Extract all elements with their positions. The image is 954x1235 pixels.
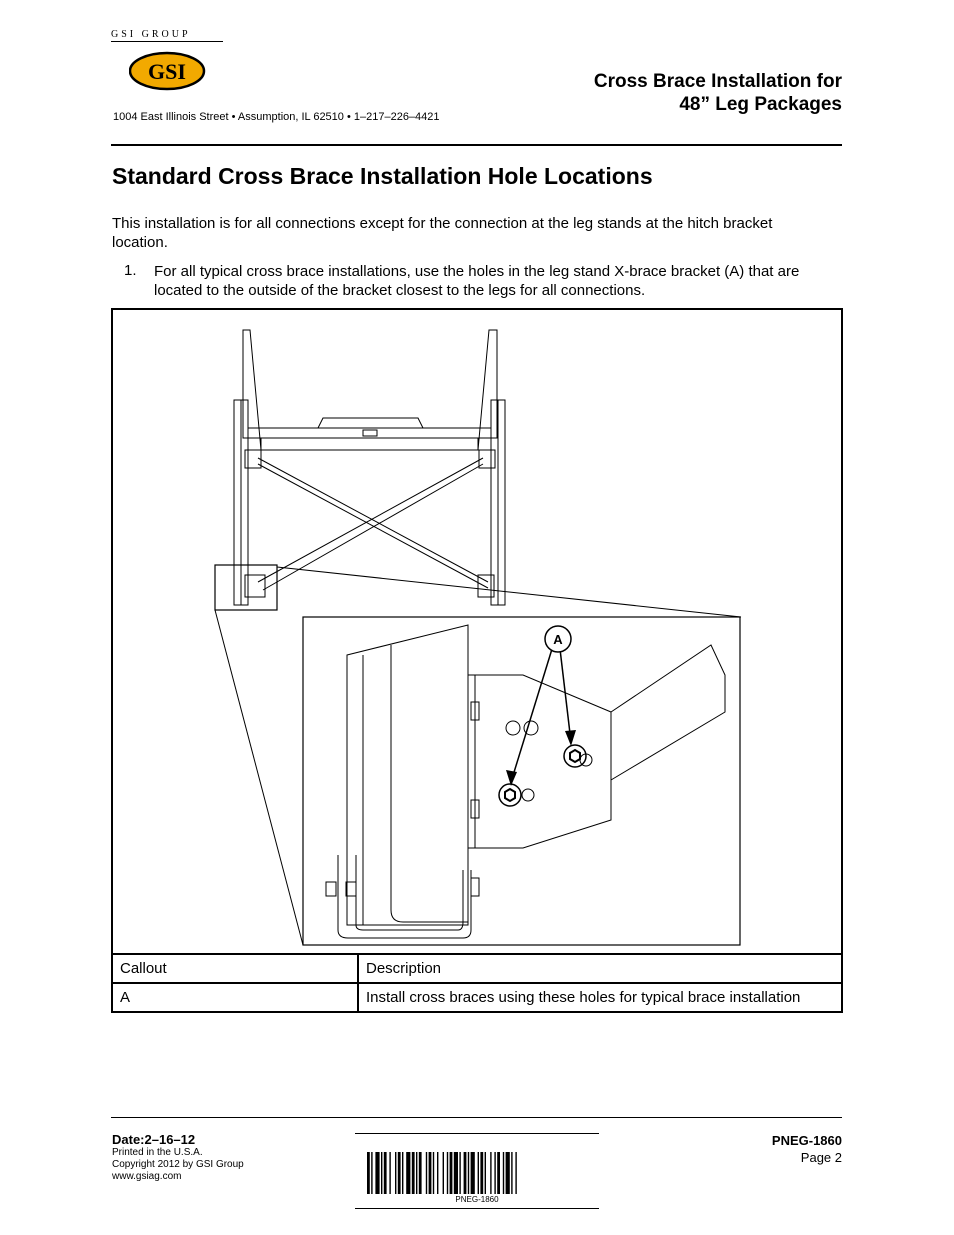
header-callout: Callout — [112, 954, 358, 983]
row-description: Install cross braces using these holes for typical brace installation — [358, 983, 842, 1012]
footer-page: Page 2 — [800, 1150, 842, 1165]
leg-stand-illustration — [113, 310, 841, 953]
callout-arrow-upper — [565, 730, 576, 746]
footer-divider — [111, 1117, 842, 1118]
barcode — [355, 1133, 599, 1209]
footer-printed: Printed in the U.S.A. — [112, 1147, 203, 1158]
footer-doc-number: PNEG-1860 — [771, 1133, 842, 1148]
footer-left — [112, 1132, 244, 1183]
intro-paragraph: This installation is for all connections except for the connection at the leg stands at the hitch bracket location. — [112, 215, 773, 251]
document-title-line2: 48” Leg Packages — [679, 94, 842, 115]
section-title: Standard Cross Brace Installation Hole Locations — [112, 163, 653, 189]
callout-table — [111, 953, 843, 1013]
document-title-line1: Cross Brace Installation for — [593, 71, 842, 92]
x-brace-bracket — [468, 675, 611, 848]
gsi-logo — [129, 51, 209, 93]
table-row — [112, 983, 842, 1012]
footer-date: Date:2–16–12 — [112, 1132, 196, 1147]
callout-a-label: A — [553, 632, 563, 647]
header-divider — [111, 144, 842, 146]
bolt-lower — [505, 789, 515, 801]
header-description: Description — [358, 954, 842, 983]
bracket-top-left — [245, 450, 261, 468]
left-leg-plate — [243, 330, 261, 450]
document-title — [520, 70, 842, 116]
right-leg-plate — [478, 330, 497, 450]
barcode-bars — [367, 1152, 587, 1194]
footer-right — [772, 1132, 842, 1166]
barcode-text: PNEG-1860 — [455, 1195, 499, 1204]
company-address: 1004 East Illinois Street • Assumption, IL 62510 • 1–217–226–4421 — [113, 111, 440, 123]
detail-view-box — [303, 617, 740, 945]
footer-website[interactable]: www.gsiag.com — [112, 1171, 182, 1182]
company-group-name: GSI GROUP — [111, 29, 223, 42]
top-channel — [248, 428, 491, 450]
figure-frame — [111, 308, 843, 955]
step-text: For all typical cross brace installations, use the holes in the leg stand X-brace bracket (A) that are located to the outside of the bracket closest to the legs for all connections. — [154, 263, 800, 299]
row-callout: A — [112, 983, 358, 1012]
cross-brace-2 — [258, 458, 483, 590]
bolt-upper — [570, 750, 580, 762]
footer-copyright: Copyright 2012 by GSI Group — [112, 1159, 244, 1170]
table-header-row — [112, 954, 842, 983]
logo-text: GSI — [148, 59, 186, 84]
step-number: 1. — [124, 262, 137, 279]
